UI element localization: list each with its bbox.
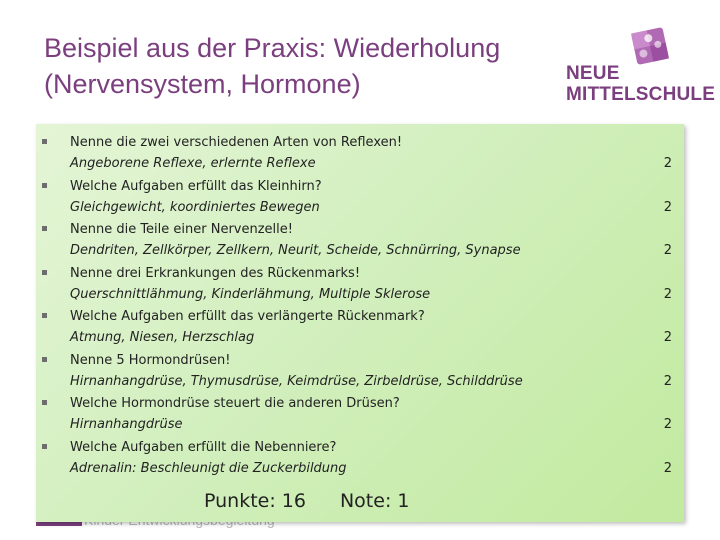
list-item [36, 306, 684, 350]
points-value: 2 [663, 286, 672, 302]
list-item [36, 263, 684, 307]
points-value: 2 [663, 417, 672, 432]
list-item [36, 350, 684, 394]
puzzle-logo-icon [628, 24, 672, 68]
score-summary [204, 490, 409, 512]
points-value: 2 [663, 199, 672, 215]
question-text: Nenne die Teile einer Nervenzelle! [70, 222, 293, 237]
question-text: Welche Aufgaben erfüllt das verlängerte Rückenmark? [70, 309, 425, 324]
list-item [36, 176, 684, 220]
page-title: Beispiel aus der Praxis: Wiederholung (Nervensystem, Hormone) [44, 33, 501, 99]
content-box [36, 124, 684, 522]
question-text: Nenne 5 Hormondrüsen! [70, 352, 231, 368]
list-item [36, 437, 684, 481]
points-value: 2 [663, 373, 672, 389]
logo [566, 22, 716, 112]
grade: Note: 1 [339, 490, 410, 512]
question-text: Welche Hormondrüse steuert die anderen Drüsen? [70, 396, 400, 411]
answer-text: Atmung, Niesen, Herzschlag [70, 330, 255, 345]
answer-text: Querschnittlähmung, Kinderlähmung, Multiple Sklerose [70, 286, 431, 302]
bullet-icon [42, 183, 47, 188]
question-list [36, 132, 684, 480]
answer-text: Angeborene Reflexe, erlernte Reflexe [70, 156, 316, 171]
bullet-icon [42, 139, 47, 144]
answer-text: Gleichgewicht, koordiniertes Bewegen [70, 199, 320, 215]
logo-line-1: NEUE [566, 63, 620, 84]
bullet-icon [42, 226, 47, 231]
list-item [36, 132, 684, 176]
answer-text: Dendriten, Zellkörper, Zellkern, Neurit, Scheide, Schnürring, Synapse [70, 243, 521, 258]
bullet-icon [42, 357, 47, 362]
points-value: 2 [663, 156, 672, 171]
question-text: Nenne drei Erkrankungen des Rückenmarks! [70, 265, 361, 281]
points-value: 2 [663, 460, 672, 476]
answer-text: Hirnanhangdrüse [70, 417, 183, 432]
bullet-icon [42, 313, 47, 318]
bullet-icon [42, 444, 47, 449]
bullet-icon [42, 270, 47, 275]
answer-text: Adrenalin: Beschleunigt die Zuckerbildung [70, 460, 347, 476]
list-item [36, 393, 684, 437]
question-text: Welche Aufgaben erfüllt das Kleinhirn? [70, 178, 322, 194]
points-value: 2 [663, 243, 672, 258]
list-item [36, 219, 684, 263]
logo-line-2: MITTELSCHULE [566, 84, 716, 105]
points-value: 2 [663, 330, 672, 345]
logo-text [566, 63, 715, 105]
total-points: Punkte: 16 [204, 490, 306, 512]
question-text: Welche Aufgaben erfüllt die Nebenniere? [70, 439, 337, 455]
question-text: Nenne die zwei verschiedenen Arten von Reflexen! [70, 135, 403, 150]
answer-text: Hirnanhangdrüse, Thymusdrüse, Keimdrüse, Zirbeldrüse, Schilddrüse [70, 373, 523, 389]
bullet-icon [42, 400, 47, 405]
